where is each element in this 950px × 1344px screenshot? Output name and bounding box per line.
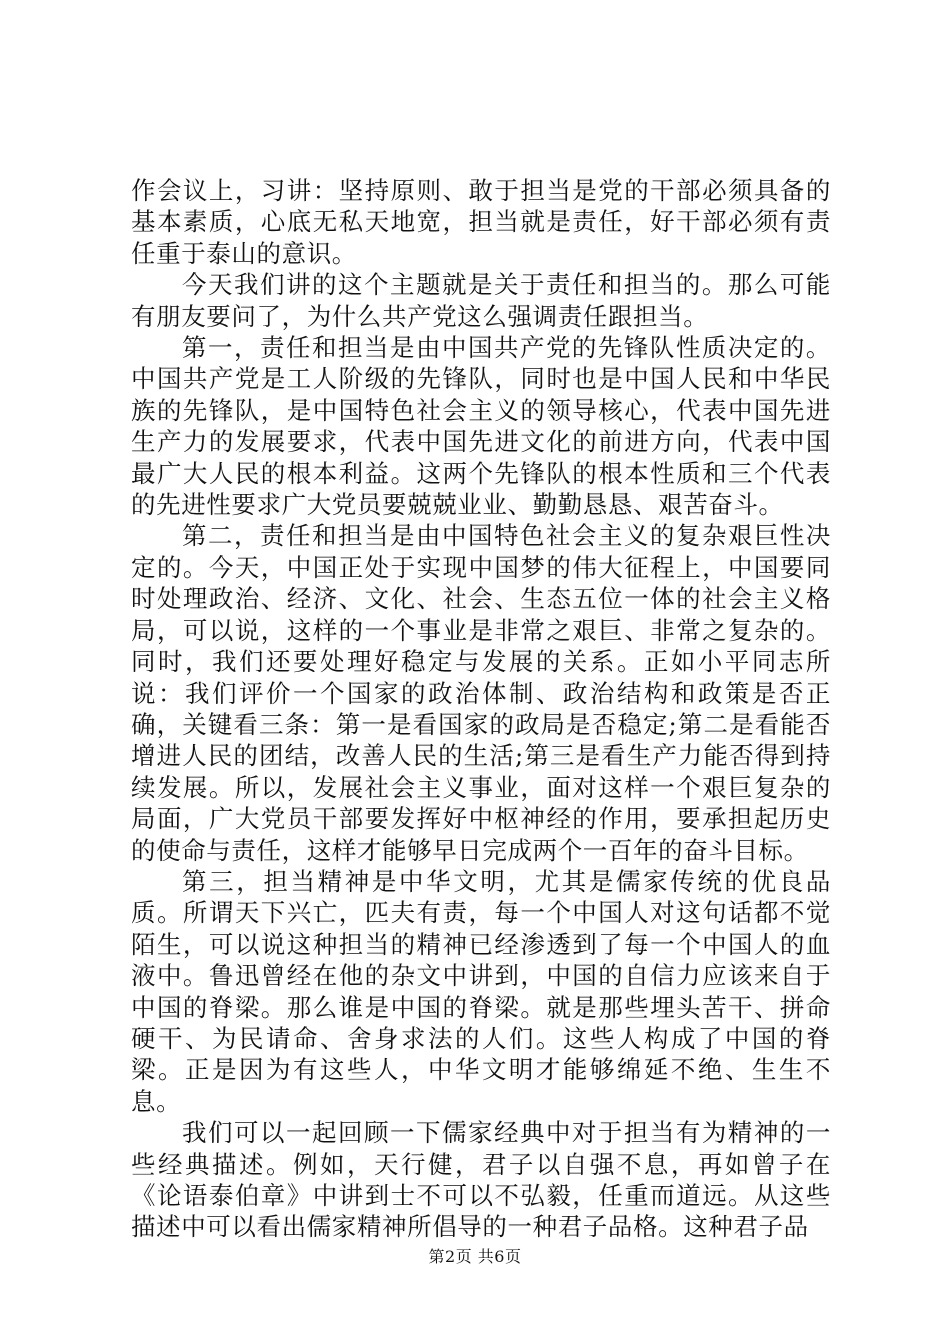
paragraph-continued: 作会议上，习讲：坚持原则、敢于担当是党的干部必须具备的基本素质，心底无私天地宽，担当就是责任，好干部必须有责任重于泰山的意识。: [131, 176, 831, 268]
document-body: [131, 175, 831, 1243]
paragraph-point-three: 第三，担当精神是中华文明，尤其是儒家传统的优良品质。所谓天下兴亡，匹夫有责，每一个中国人对这句话都不觉陌生，可以说这种担当的精神已经渗透到了每一个中国人的血液中。鲁迅曾经在他的杂文中讲到，中国的自信力应该来自于中国的脊梁。那么谁是中国的脊梁。就是那些埋头苦干、拼命硬干、为民请命、舍身求法的人们。这些人构成了中国的脊梁。正是因为有这些人，中华文明才能够绵延不绝、生生不息。: [131, 866, 831, 1116]
paragraph-point-one: 第一，责任和担当是由中国共产党的先锋队性质决定的。中国共产党是工人阶级的先锋队，同时也是中国人民和中华民族的先锋队，是中国特色社会主义的领导核心，代表中国先进生产力的发展要求，代表中国先进文化的前进方向，代表中国最广大人民的根本利益。这两个先锋队的根本性质和三个代表的先进性要求广大党员要兢兢业业、勤勤恳恳、艰苦奋斗。: [131, 333, 831, 520]
page-number-footer: 第2页 共6页: [428, 1247, 522, 1266]
paragraph-topic-intro: 今天我们讲的这个主题就是关于责任和担当的。那么可能有朋友要问了，为什么共产党这么强调责任跟担当。: [131, 270, 831, 331]
paragraph-confucian-classics: 我们可以一起回顾一下儒家经典中对于担当有为精神的一些经典描述。例如，天行健，君子以自强不息，再如曾子在《论语泰伯章》中讲到士不可以不弘毅，任重而道远。从这些描述中可以看出儒家精神所倡导的一种君子品格。这种君子品: [131, 1118, 831, 1242]
paragraph-point-two: 第二，责任和担当是由中国特色社会主义的复杂艰巨性决定的。今天，中国正处于实现中国梦的伟大征程上，中国要同时处理政治、经济、文化、社会、生态五位一体的社会主义格局，可以说，这样的一个事业是非常之艰巨、非常之复杂的。同时，我们还要处理好稳定与发展的关系。正如小平同志所说：我们评价一个国家的政治体制、政治结构和政策是否正确，关键看三条：第一是看国家的政局是否稳定;第二是看能否增进人民的团结，改善人民的生活;第三是看生产力能否得到持续发展。所以，发展社会主义事业，面对这样一个艰巨复杂的局面，广大党员干部要发挥好中枢神经的作用，要承担起历史的使命与责任，这样才能够早日完成两个一百年的奋斗目标。: [131, 521, 831, 865]
